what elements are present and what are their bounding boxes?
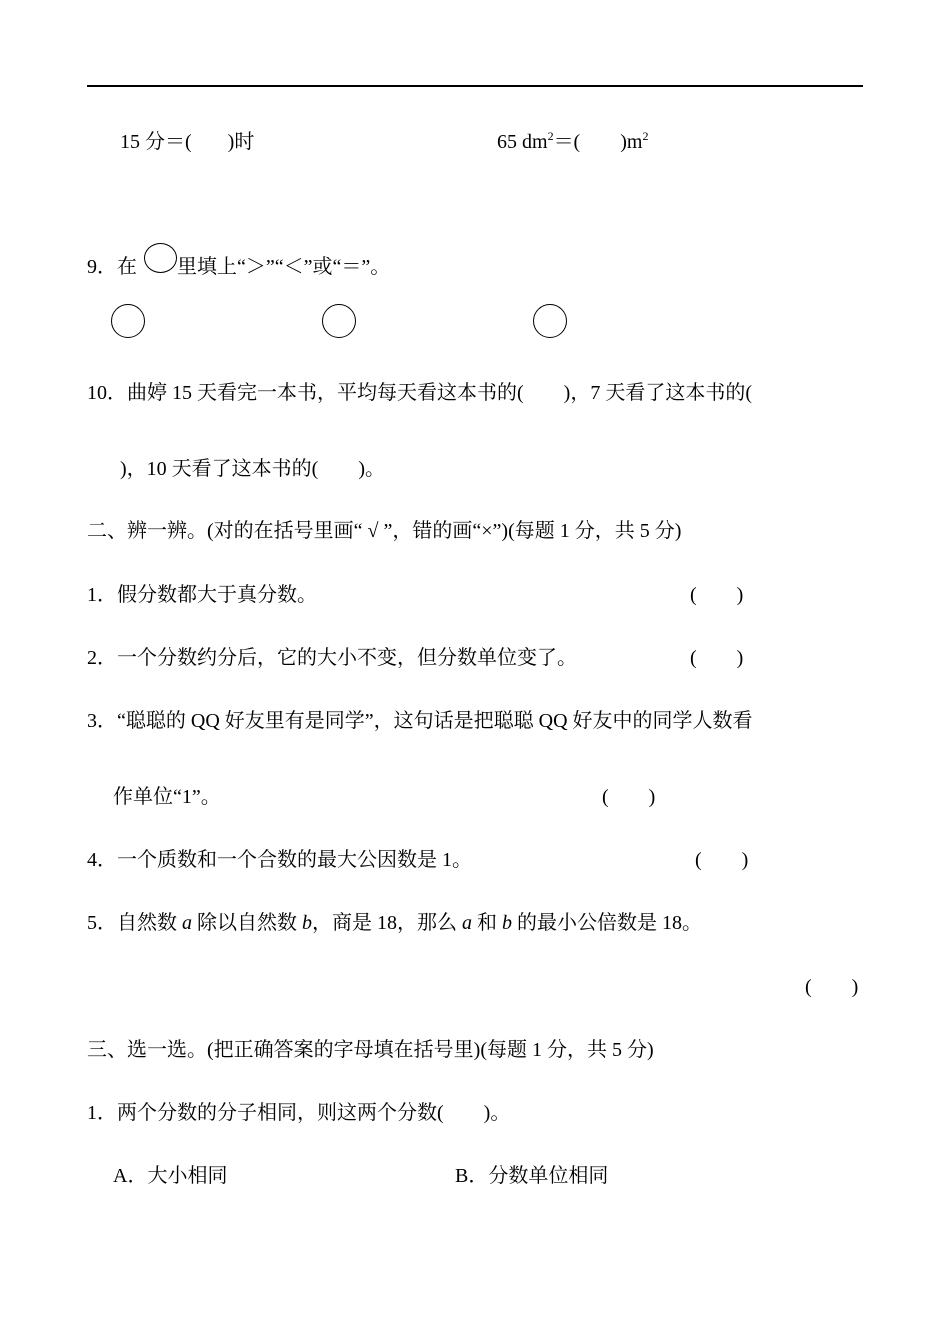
- s3-q1-text: 1．两个分数的分子相同，则这两个分数( )。: [87, 1102, 511, 1124]
- s2-item5-p5: 的最小公倍数是 18。: [512, 912, 702, 934]
- s2-item2-paren[interactable]: ( ): [690, 647, 744, 669]
- section3-title: 三、选一选。(把正确答案的字母填在括号里)(每题 1 分，共 5 分): [87, 1039, 654, 1061]
- var-b-2: b: [502, 912, 512, 934]
- s2-item2-text: 2．一个分数约分后，它的大小不变，但分数单位变了。: [87, 647, 577, 669]
- q8-b-sup: 2: [547, 129, 554, 143]
- compare-circle-1[interactable]: [111, 304, 145, 338]
- s2-item5-p1: 5．自然数: [87, 912, 182, 934]
- s2-item1-text: 1．假分数都大于真分数。: [87, 584, 317, 606]
- s2-item5-paren[interactable]: ( ): [805, 976, 859, 998]
- q8-b-left: 65 dm: [497, 131, 548, 153]
- q9-number: 9．在: [87, 256, 137, 278]
- q8-b-sup2: 2: [642, 129, 649, 143]
- s2-item3-text2: 作单位“1”。: [113, 786, 221, 808]
- q10-line1: 10．曲婷 15 天看完一本书，平均每天看这本书的( )，7 天看了这本书的(: [87, 382, 752, 404]
- q8-a-left: 15 分＝(: [120, 131, 192, 153]
- q10-line2: )，10 天看了这本书的( )。: [120, 458, 385, 480]
- s2-item4-text: 4．一个质数和一个合数的最大公因数是 1。: [87, 849, 472, 871]
- s2-item1-paren[interactable]: ( ): [690, 584, 744, 606]
- section2-title: 二、辨一辨。(对的在括号里画“ √ ”，错的画“×”)(每题 1 分，共 5 分): [87, 520, 682, 542]
- var-a-2: a: [462, 912, 472, 934]
- q9-inline-circle-icon: [144, 243, 177, 273]
- q9-text: 里填上“＞”“＜”或“＝”。: [177, 256, 391, 278]
- var-a: a: [182, 912, 192, 934]
- s2-item5-p4: 和: [472, 912, 502, 934]
- q8-b-mid: ＝(: [553, 131, 581, 153]
- q8-b-right: )m: [620, 131, 643, 153]
- s2-item5-p3: ，商是 18，那么: [312, 912, 462, 934]
- q8-item-a: [120, 130, 254, 154]
- s2-item5-text: [87, 911, 702, 935]
- q8-item-b: [497, 130, 648, 154]
- s2-item3-paren[interactable]: ( ): [602, 786, 656, 808]
- s2-item4-paren[interactable]: ( ): [695, 849, 749, 871]
- s2-item5-p2: 除以自然数: [192, 912, 302, 934]
- compare-circle-3[interactable]: [533, 304, 567, 338]
- var-b: b: [302, 912, 312, 934]
- header-rule: [87, 85, 863, 87]
- s2-item3-text: 3．“聪聪的 QQ 好友里有是同学”，这句话是把聪聪 QQ 好友中的同学人数看: [87, 710, 753, 732]
- s3-q1-option-a[interactable]: A．大小相同: [113, 1165, 228, 1187]
- s3-q1-option-b[interactable]: B．分数单位相同: [455, 1165, 609, 1187]
- compare-circle-2[interactable]: [322, 304, 356, 338]
- q8-a-right: )时: [227, 131, 255, 153]
